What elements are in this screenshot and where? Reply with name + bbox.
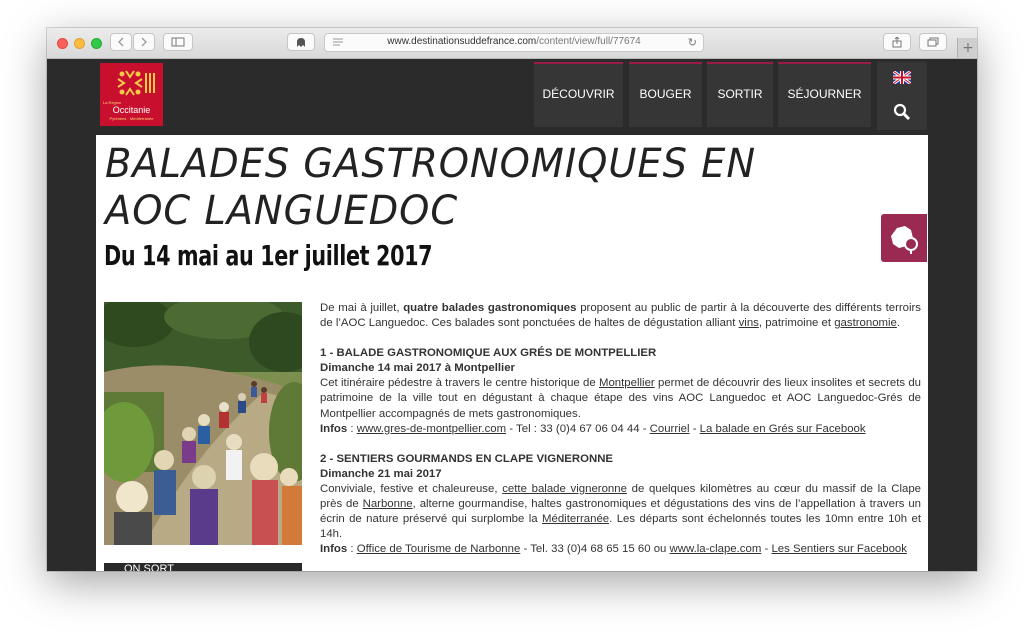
article-dates: Du 14 mai au 1er juillet 2017 [104,239,433,272]
s1-post: permet de découvrir des lieux insolites et secrets du patrimoine de la ville tout en dégustant à chaque étape des vins AOC Languedoc et AOC Languedoc-Grés de Montpellier accompagnés de mets gastronomiques. [320,377,922,420]
occitanie-cross-icon [100,63,163,103]
intro-mid2: , patrimoine et [758,317,835,330]
new-tab-button[interactable]: + [957,38,977,58]
link-gastronomie[interactable]: gastronomie [834,317,897,330]
link-balade-vigneronne[interactable]: cette balade vigneronne [502,482,627,495]
map-pin-icon [881,214,927,262]
intro-paragraph [320,301,921,331]
browser-window [47,28,977,571]
article-body [320,301,921,557]
s2-mid: de quelques kilomètres au cœur du massif de la Clape près de [320,482,922,511]
article-photo-hikers [104,302,302,545]
map-locator-button[interactable] [881,214,927,262]
forward-button[interactable] [133,33,155,51]
nav-decouvrir[interactable]: DÉCOUVRIR [534,62,623,127]
article-title: BALADES GASTRONOMIQUES EN AOC LANGUEDOC [105,141,757,234]
browser-toolbar [47,28,977,59]
link-mediterranee[interactable]: Méditerranée [542,513,610,526]
link-narbonne[interactable]: Narbonne [362,498,413,511]
s1-infos-sep: : [347,422,357,435]
s2-post: . Les départs sont échelonnés toutes les 10mn entre 10h et 14h. [320,513,921,541]
intro-bold: quatre balades gastronomiques [403,302,577,314]
on-sort-banner[interactable]: ON SORT [104,563,302,571]
link-la-clape[interactable]: www.la-clape.com [669,543,762,556]
link-office-tourisme[interactable]: Office de Tourisme de Narbonne [356,543,521,556]
share-icon [892,37,902,48]
uk-flag-icon[interactable] [893,71,911,84]
section1-heading: 1 - BALADE GASTRONOMIQUE AUX GRÉS DE MONTPELLIER [320,347,657,360]
reload-icon[interactable]: ↻ [687,36,697,49]
link-montpellier[interactable]: Montpellier [598,377,655,390]
link-sentiers-facebook[interactable]: Les Sentiers sur Facebook [771,543,907,556]
logo-brand: Occitanie [112,105,151,115]
extension-button[interactable] [287,33,315,51]
section1-infos [320,422,921,437]
url-text [325,36,703,47]
address-bar[interactable] [324,33,704,52]
intro-pre: De mai à juillet, [320,302,404,314]
nav-utility [877,62,927,130]
s2-infos-label: Infos [320,543,348,556]
section2-heading: 2 - SENTIERS GOURMANDS EN CLAPE VIGNERONNE [320,452,614,465]
section1-date: Dimanche 14 mai 2017 à Montpellier [320,362,515,375]
url-path: /content/view/full/77674 [536,36,641,47]
s1-pre: Cet itinéraire pédestre à travers le centre historique de [320,377,599,390]
url-domain: www.destinationsuddefrance.com [387,36,537,47]
intro-mid: proposent au public de partir à la découverte des différents terroirs de l’AOC Languedoc. Ces balades sont ponctuées de haltes de dégustation alliant [320,302,922,330]
sidebar-icon [171,37,185,47]
s2-infos-dash: - [761,543,772,556]
logo-small-text: La Région [103,100,122,105]
back-button[interactable] [110,33,132,51]
s1-infos-dash: - [689,422,700,435]
s2-infos-sep: : [347,543,357,556]
nav-sortir[interactable]: SORTIR [707,62,773,127]
s2-infos-tel: - Tel. 33 (0)4 68 65 15 60 ou [520,543,670,556]
article-page [96,135,928,571]
minimize-window-button[interactable] [74,38,85,49]
intro-post: . [896,317,901,330]
close-window-button[interactable] [57,38,68,49]
section1-paragraph [320,376,921,421]
link-gres-facebook[interactable]: La balade en Grés sur Facebook [699,422,866,435]
sidebar-toggle-button[interactable] [163,33,193,51]
logo-subtitle: Pyrénées · Méditerranée [109,116,154,121]
nav-sejourner[interactable]: SÉJOURNER [778,62,871,127]
chevron-left-icon [117,37,125,47]
section2-paragraph [320,482,921,542]
share-button[interactable] [883,33,911,51]
s1-infos-label: Infos [320,422,348,435]
s1-infos-tel: - Tel : 33 (0)4 67 06 04 44 - [506,422,650,435]
occitanie-logo[interactable] [100,63,163,126]
chevron-right-icon [140,37,148,47]
section2-infos [320,542,921,557]
link-courriel[interactable]: Courriel [649,422,690,435]
link-vins[interactable]: vins [738,317,759,330]
link-gres-site[interactable]: www.gres-de-montpellier.com [356,422,507,435]
tabs-icon [927,37,939,47]
s2-pre: Conviviale, festive et chaleureuse, [320,482,503,495]
ghostery-icon [295,37,307,48]
tabs-overview-button[interactable] [919,33,947,51]
search-icon[interactable] [893,103,911,121]
website-viewport [47,59,977,571]
nav-bouger[interactable]: BOUGER [629,62,702,127]
zoom-window-button[interactable] [91,38,102,49]
s2-mid2: , alterne gourmandise, haltes gastronomiques et dégustations des vins de l’appellation à travers un écrin de nature préservé qui surplombe la [320,498,921,526]
section2-date: Dimanche 21 mai 2017 [320,467,442,480]
